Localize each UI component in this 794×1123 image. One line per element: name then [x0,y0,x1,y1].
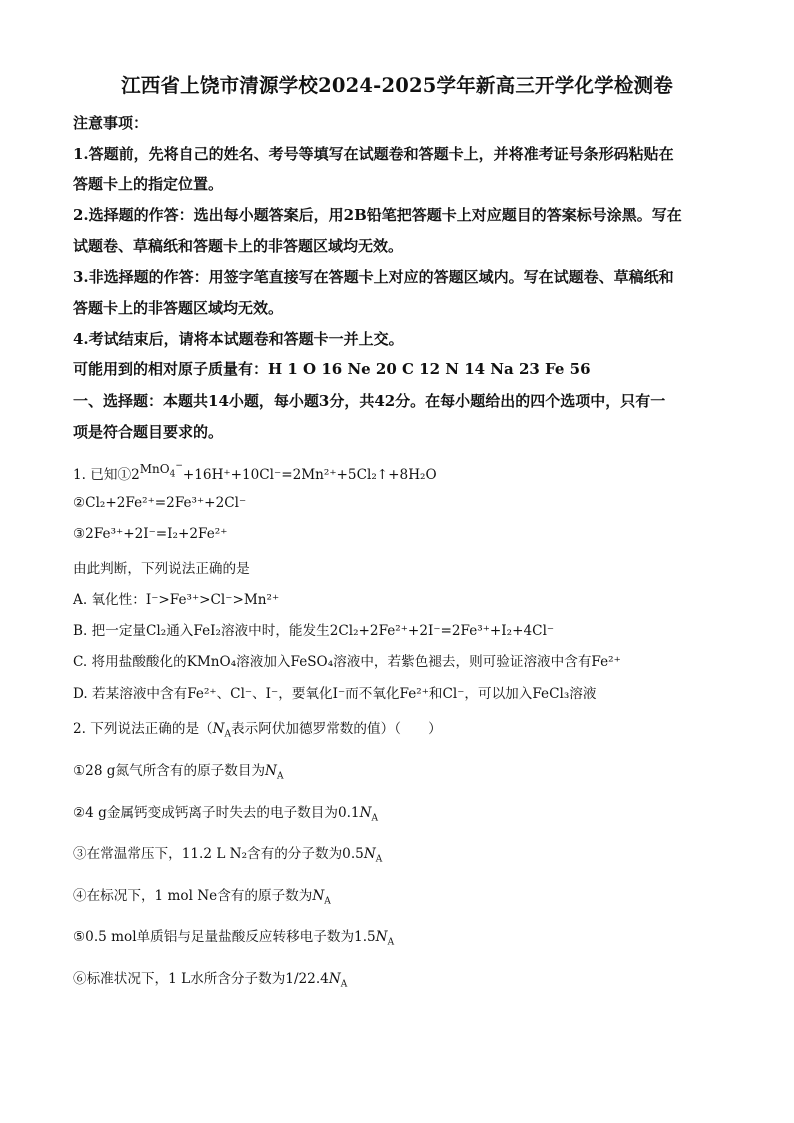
q2-na-symbol: N [212,721,225,737]
notice-heading: 注意事项： [73,114,149,132]
notice-item-3-line-2: 答题卡上的非答题区域均无效。 [73,299,284,317]
q2-item-1-na: N [265,763,277,779]
q1-option-c: C. 将用盐酸酸化的KMnO₄溶液加入FeSO₄溶液中，若紫色褪去，则可验证溶液中含有Fe²⁺ [73,654,621,670]
q2-item-4 [73,884,331,907]
q2-item-3-text: ③在常温常压下，11.2 L N₂含有的分子数为0.5 [73,846,364,862]
q2-item-6 [73,967,348,990]
q1-option-b: B. 把一定量Cl₂通入FeI₂溶液中时，能发生2Cl₂+2Fe²⁺+2I⁻=2Fe³⁺+I₂+4Cl⁻ [73,623,555,639]
q1-option-d: D. 若某溶液中含有Fe²⁺、Cl⁻、I⁻，要氧化I⁻而不氧化Fe²⁺和Cl⁻，可以加入FeCl₃溶液 [73,686,597,702]
q1-stem [73,463,437,483]
section-1-heading-line-1: 一、选择题：本题共14小题，每小题3分，共42分。在每小题给出的四个选项中，只有一 [73,392,666,410]
q2-item-5-text: ⑤0.5 mol单质铝与足量盐酸反应转移电子数为1.5 [73,929,376,945]
atomic-masses: 可能用到的相对原子质量有：H 1 O 16 Ne 20 C 12 N 14 Na 23 Fe 56 [73,360,591,378]
section-1-heading-line-2: 项是符合题目要求的。 [73,423,224,441]
q2-stem-a: 2. 下列说法正确的是（ [73,721,213,737]
notice-item-3-line-1: 3.非选择题的作答：用签字笔直接写在答题卡上对应的答题区域内。写在试题卷、草稿纸和 [73,268,674,286]
q1-equation-2: ②Cl₂+2Fe²⁺=2Fe³⁺+2Cl⁻ [73,495,247,511]
q2-item-5 [73,925,395,948]
q1-equation-3: ③2Fe³⁺+2I⁻=I₂+2Fe²⁺ [73,526,228,542]
q2-item-5-na: N [375,929,388,945]
q2-item-4-na: N [312,888,325,904]
q1-permanganate-sub: 4 [169,469,176,480]
q2-item-3-na: N [363,846,376,862]
notice-item-2-line-1: 2.选择题的作答：选出每小题答案后，用2B铅笔把答题卡上对应题目的答案标号涂黑。写在 [73,206,682,224]
q2-na-sub: A [224,729,232,740]
q2-item-6-na-sub: A [340,979,348,990]
q2-item-3-na-sub: A [375,854,383,865]
q1-stem-prefix: 1. 已知①2 [73,467,140,483]
q2-item-6-text: ⑥标准状况下，1 L水所含分子数为1/22.4 [73,971,329,987]
notice-item-1-line-2: 答题卡上的指定位置。 [73,175,224,193]
q2-item-2-na: N [359,805,372,821]
q2-stem [73,717,442,740]
q2-item-2-na-sub: A [371,813,378,824]
q2-item-2-text: ②4 g金属钙变成钙离子时失去的电子数目为0.1 [73,805,360,821]
q2-item-6-na: N [328,971,341,987]
q1-equation-1-rest: +16H⁺+10Cl⁻=2Mn²⁺+5Cl₂↑+8H₂O [182,467,437,483]
page-title: 江西省上饶市清源学校2024-2025学年新高三开学化学检测卷 [121,74,673,97]
notice-item-2-line-2: 试题卷、草稿纸和答题卡上的非答题区域均无效。 [73,237,404,255]
q1-question: 由此判断，下列说法正确的是 [73,561,250,577]
notice-item-1-line-1: 1.答题前，先将自己的姓名、考号等填写在试题卷和答题卡上，并将准考证号条形码粘贴在 [73,145,674,163]
q1-permanganate-sup: − [175,461,183,471]
q2-item-4-na-sub: A [324,896,331,907]
q2-item-2 [73,801,378,824]
q2-item-4-text: ④在标况下，1 mol Ne含有的原子数为 [73,888,313,904]
q2-item-3 [73,842,383,865]
q2-item-5-na-sub: A [387,937,395,948]
q2-stem-b: 表示阿伏加德罗常数的值）（ ） [231,721,442,737]
q2-item-1 [73,759,284,782]
notice-item-4: 4.考试结束后，请将本试题卷和答题卡一并上交。 [73,330,404,348]
q1-permanganate: MnO [139,462,170,476]
q2-item-1-na-sub: A [276,771,284,782]
q1-option-a: A. 氧化性：I⁻>Fe³⁺>Cl⁻>Mn²⁺ [73,592,280,608]
q2-item-1-text: ①28 g氮气所含有的原子数目为 [73,763,266,779]
